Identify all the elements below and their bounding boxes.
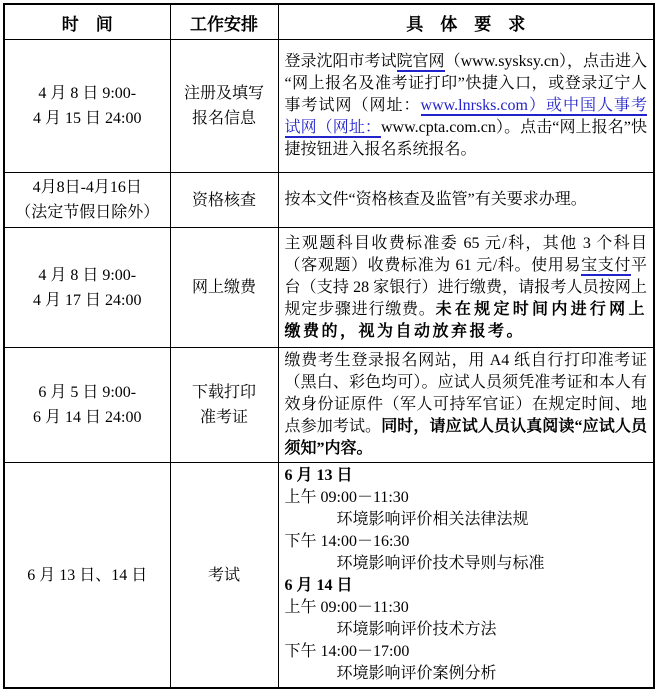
header-requirements: 具 体 要 求 — [278, 4, 654, 40]
task-line: 考试 — [207, 566, 240, 584]
requirement-paragraph — [285, 509, 648, 531]
task-line: 网上缴费 — [191, 279, 256, 296]
time-line: 6 月 5 日 9:00- — [38, 384, 137, 401]
requirement-paragraph — [285, 641, 648, 663]
task-line: 资格核查 — [191, 191, 256, 209]
time-cell — [4, 40, 170, 173]
text-segment: 按本文件“资格核查及监管”有关要求办理。 — [284, 191, 587, 208]
requirement-paragraph — [285, 619, 648, 641]
text-segment: 上午 09:00－11:30 — [284, 599, 409, 616]
text-segment: www.cpta.com.cn）。点击“网上报名”快捷按钮进入报名系统报名。 — [284, 119, 647, 158]
time-line: 4 月 17 日 24:00 — [33, 291, 142, 309]
table-row — [4, 463, 654, 689]
task-cell — [170, 463, 278, 689]
text-segment: 环境影响评价相关法律法规 — [336, 511, 529, 528]
text-segment: 环境影响评价技术方法 — [336, 621, 497, 638]
inline-link[interactable]: 院官网 — [396, 53, 445, 70]
inline-link[interactable]: 宝支付 — [581, 256, 631, 274]
time-line: 6 月 13 日、14 日 — [27, 566, 148, 584]
task-line: 准考证 — [199, 409, 248, 426]
text-segment: 环境影响评价技术导则与标准 — [336, 555, 545, 572]
time-cell — [4, 463, 170, 689]
header-task: 工作安排 — [170, 4, 278, 40]
requirement-paragraph — [285, 487, 648, 509]
time-cell — [4, 348, 170, 463]
time-cell — [4, 228, 170, 348]
requirement-paragraph — [285, 553, 648, 575]
task-cell — [170, 228, 278, 348]
time-line: （法定节假日除外） — [15, 204, 160, 221]
table-row — [4, 173, 654, 228]
task-cell — [170, 348, 278, 463]
text-segment: 未在规定时间内进行网上缴费的，视为自动放弃报考。 — [284, 300, 647, 340]
text-segment: 登录沈阳市考试 — [284, 53, 397, 70]
requirements-cell — [278, 40, 654, 173]
requirement-paragraph — [285, 531, 648, 553]
text-segment: 主观题科目收费标准委 65 元/科，其他 3 个科目（客观题）收费标准为 61 元/科。使用易 — [284, 234, 647, 274]
task-cell — [170, 173, 278, 228]
requirements-cell — [278, 228, 654, 348]
time-line: 4 月 8 日 9:00- — [38, 266, 137, 284]
text-segment: 平台（支持 28 家银行）进行缴费，请报考人员按网上规定步骤进行缴费。 — [284, 256, 647, 318]
text-segment: 同时，请应试人员认真阅读“应试人员须知”内容。 — [284, 418, 647, 457]
task-line: 下载打印 — [191, 384, 256, 401]
text-segment: 下午 14:00－17:00 — [284, 643, 410, 660]
text-segment: 6 月 13 日 — [284, 467, 353, 484]
inline-link[interactable]: www.lnrsks.com）或中国人事考试网（网址： — [284, 97, 647, 136]
requirement-paragraph — [285, 233, 648, 343]
text-segment: 下午 14:00－16:30 — [284, 533, 410, 550]
requirement-paragraph — [285, 597, 648, 619]
header-row — [4, 4, 654, 40]
schedule-table — [3, 3, 655, 689]
requirements-cell — [278, 463, 654, 689]
time-line: 6 月 14 日 24:00 — [33, 409, 142, 426]
text-segment: 6 月 14 日 — [284, 577, 353, 594]
requirement-paragraph — [285, 575, 648, 597]
text-segment: （www.sysksy.cn），点击进入“网上报名及准考证打印”快捷入口，或登录辽宁人事考试网（网址： — [284, 53, 647, 114]
table-row — [4, 228, 654, 348]
text-segment: 上午 09:00－11:30 — [284, 489, 409, 506]
requirement-paragraph — [285, 189, 648, 211]
table-row — [4, 40, 654, 173]
requirement-paragraph — [285, 663, 648, 685]
time-cell — [4, 173, 170, 228]
requirements-cell — [278, 173, 654, 228]
table-body — [4, 40, 654, 689]
table-row — [4, 348, 654, 463]
requirement-paragraph — [285, 465, 648, 487]
header-time: 时 间 — [4, 4, 170, 40]
task-line: 报名信息 — [191, 110, 256, 127]
text-segment: 环境影响评价案例分析 — [336, 665, 497, 682]
requirements-cell — [278, 348, 654, 463]
task-line: 注册及填写 — [183, 85, 264, 102]
requirement-paragraph — [285, 350, 648, 460]
time-line: 4 月 15 日 24:00 — [33, 110, 142, 127]
time-line: 4 月 8 日 9:00- — [38, 85, 137, 102]
table-header — [4, 4, 654, 40]
time-line: 4月8日-4月16日 — [32, 179, 142, 196]
task-cell — [170, 40, 278, 173]
text-segment: 缴费考生登录报名网站，用 A4 纸自行打印准考证（黑白、彩色均可）。应试人员须凭准考证和本人有效身份证原件（军人可持军官证）在规定时间、地点参加考试。 — [284, 352, 647, 435]
requirement-paragraph — [285, 51, 648, 161]
